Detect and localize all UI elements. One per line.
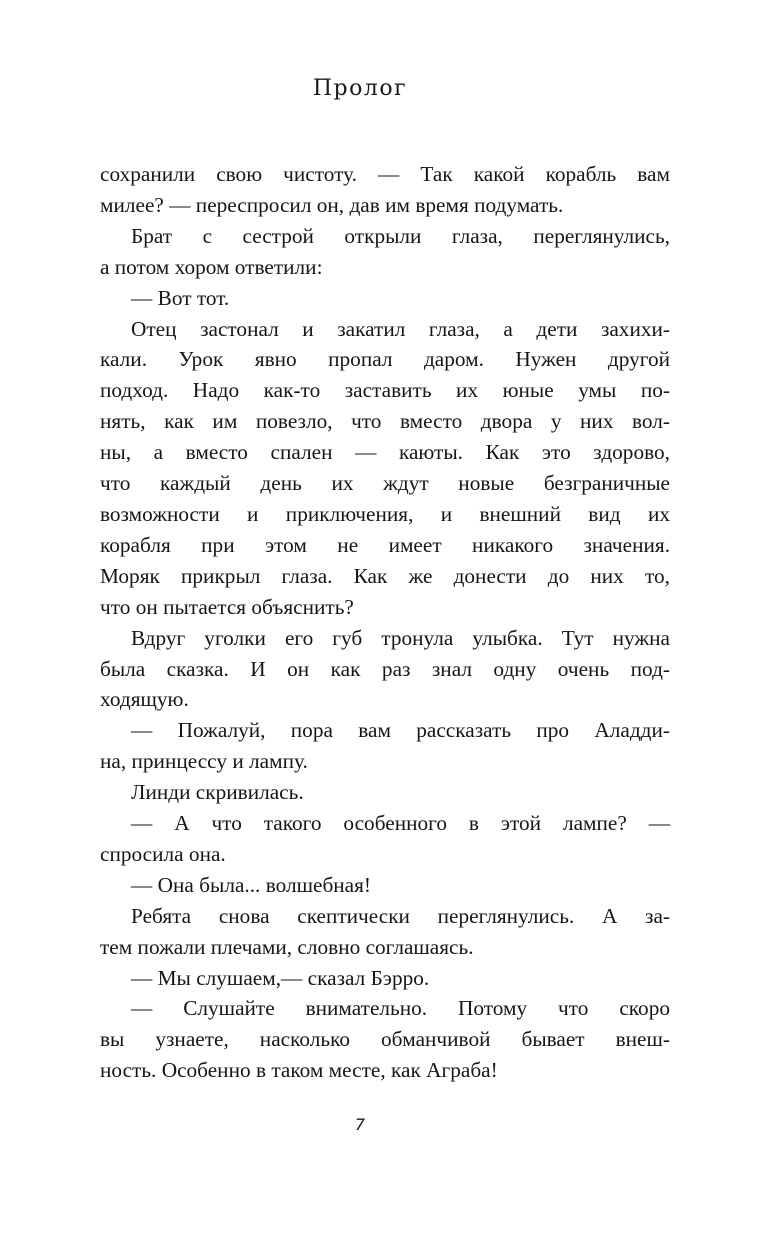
text-line: ны, а вместо спален — каюты. Как это здорово,: [100, 440, 670, 465]
text-line: корабля при этом не имеет никакого значения.: [100, 532, 670, 557]
text-line: возможности и приключения, и внешний вид их: [100, 501, 670, 526]
text-line: Моряк прикрыл глаза. Как же донести до них то,: [100, 563, 670, 588]
text-line: подход. Надо как-то заставить их юные умы по-: [100, 378, 670, 403]
text-line: что он пытается объяснить?: [100, 594, 354, 619]
text-line: Отец застонал и закатил глаза, а дети захихи-: [131, 316, 670, 341]
text-line: была сказка. И он как раз знал одну очень под-: [100, 656, 670, 681]
text-line: спросила она.: [100, 841, 226, 866]
text-line: — Пожалуй, пора вам рассказать про Аладди-: [131, 718, 670, 743]
text-line: вы узнаете, насколько обманчивой бывает внеш-: [100, 1027, 670, 1052]
text-line: Вдруг уголки его губ тронула улыбка. Тут нужна: [131, 625, 670, 650]
text-line: а потом хором ответили:: [100, 254, 323, 279]
chapter-title: Пролог: [312, 76, 408, 101]
text-line: ходящую.: [100, 687, 189, 712]
text-line: кали. Урок явно пропал даром. Нужен другой: [100, 347, 670, 372]
text-line: милее? — переспросил он, дав им время подумать.: [100, 192, 564, 217]
text-line: — Слушайте внимательно. Потому что скоро: [131, 996, 670, 1021]
text-line: — А что такого особенного в этой лампе? —: [131, 811, 670, 836]
text-line: тем пожали плечами, словно соглашаясь.: [100, 934, 474, 959]
text-line: нять, как им повезло, что вместо двора у них вол-: [100, 409, 670, 434]
text-line: — Она была... волшебная!: [131, 872, 372, 897]
text-line: сохранили свою чистоту. — Так какой корабль вам: [100, 162, 670, 186]
text-line: — Мы слушаем,— сказал Бэрро.: [131, 965, 430, 990]
text-line: на, принцессу и лампу.: [100, 749, 308, 774]
text-line: Ребята снова скептически переглянулись. А за-: [131, 903, 670, 928]
page-number: 7: [354, 1115, 366, 1134]
text-line: что каждый день их ждут новые безграничные: [100, 471, 670, 496]
text-line: ность. Особенно в таком месте, как Аграба!: [100, 1058, 498, 1083]
text-line: — Вот тот.: [131, 285, 230, 310]
text-line: Линди скривилась.: [131, 780, 304, 805]
text-line: Брат с сестрой открыли глаза, переглянулись,: [131, 223, 670, 248]
body-text: [100, 159, 670, 1086]
